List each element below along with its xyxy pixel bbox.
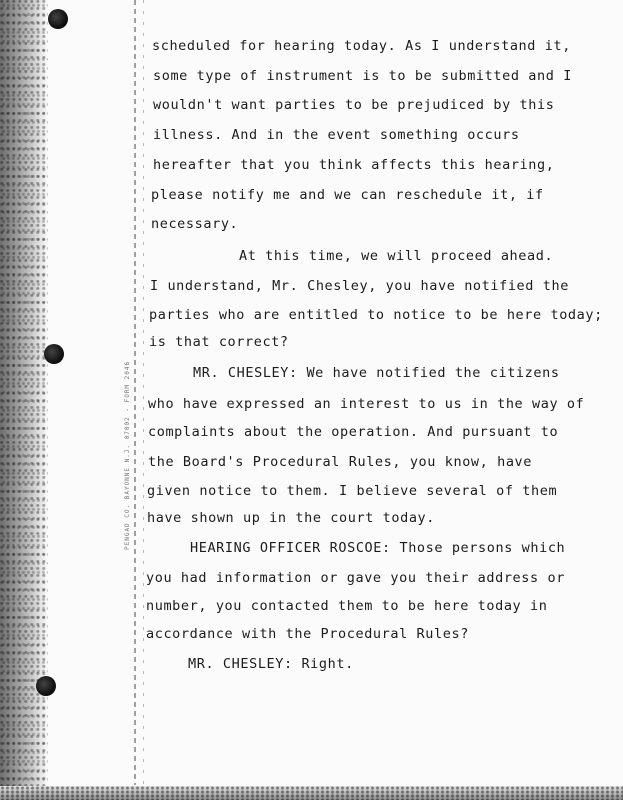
transcript-line: accordance with the Procedural Rules? (146, 626, 469, 642)
transcript-line: MR. CHESLEY: We have notified the citizens (193, 365, 560, 381)
transcript-line: please notify me and we can reschedule it, if (151, 187, 544, 203)
transcript-line: have shown up in the court today. (147, 510, 436, 526)
transcript-line: you had information or gave you their address or (146, 570, 565, 586)
transcript-line: parties who are entitled to notice to be here today; (149, 307, 603, 323)
transcript-line: complaints about the operation. And pursuant to (148, 424, 559, 440)
transcript-line: who have expressed an interest to us in the way of (148, 396, 585, 412)
pengad-form-margin-text: PENGAD CO. BAYONNE N.J. 07002 - FORM 2046 (124, 360, 131, 550)
transcript-line: hereafter that you think affects this hearing, (153, 157, 555, 173)
transcript-line: given notice to them. I believe several of them (147, 483, 558, 499)
transcript-line: is that correct? (149, 334, 289, 350)
transcript-line: wouldn't want parties to be prejudiced by this (153, 97, 555, 113)
transcript-line: number, you contacted them to be here today in (146, 598, 548, 614)
transcript-line: necessary. (151, 216, 239, 232)
transcript-line: MR. CHESLEY: Right. (188, 656, 354, 672)
transcript-line: scheduled for hearing today. As I understand it, (152, 38, 571, 54)
transcript-line: At this time, we will proceed ahead. (239, 248, 554, 264)
transcript-line: illness. And in the event something occurs (153, 127, 520, 143)
transcript-line: the Board's Procedural Rules, you know, have (148, 454, 533, 470)
transcript-line: I understand, Mr. Chesley, you have notified the (150, 278, 569, 294)
transcript-line: some type of instrument is to be submitted and I (153, 68, 572, 84)
transcript-line: HEARING OFFICER ROSCOE: Those persons which (190, 540, 566, 556)
